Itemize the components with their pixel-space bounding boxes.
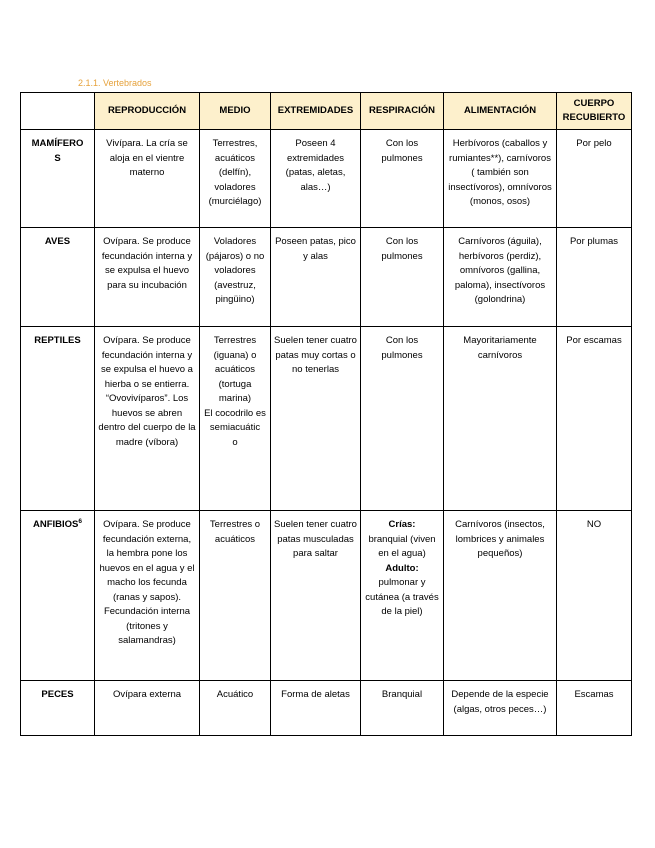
cell-medio: Terrestres, acuáticos (delfín), voladores (murciélago) (200, 130, 271, 228)
cell-respiracion (361, 511, 444, 681)
row-label: AVES (21, 228, 95, 327)
cell-extremidades: Suelen tener cuatro patas musculadas para saltar (271, 511, 361, 681)
cell-medio: Terrestres o acuáticos (200, 511, 271, 681)
row-label-text: ANFIBIOS (32, 519, 79, 530)
cell-cuerpo: Por plumas (557, 228, 632, 327)
cell-extremidades: Poseen patas, pico y alas (271, 228, 361, 327)
cell-alimentacion: Mayoritariamente carnívoros (444, 327, 557, 511)
cell-medio: Terrestres (iguana) o acuáticos (tortuga marina) El cocodrilo es semiacuátic o (200, 327, 271, 511)
section-heading: 2.1.1. Vertebrados (78, 78, 152, 88)
table-row-peces (21, 681, 632, 736)
cell-respiracion: Branquial (361, 681, 444, 736)
cell-reproduccion: Ovípara. Se produce fecundación externa, la hembra pone los huevos en el agua y el macho los fecunda (ranas y sapos). Fecundación interna (tritones y salamandras) (95, 511, 200, 681)
cell-cuerpo: Por pelo (557, 130, 632, 228)
cell-reproduccion: Vivípara. La cría se aloja en el vientre materno (95, 130, 200, 228)
cell-extremidades: Poseen 4 extremidades (patas, aletas, alas…) (271, 130, 361, 228)
respiracion-crias-text: branquial (viven en el agua) (368, 533, 436, 559)
header-row (21, 93, 632, 130)
respiracion-crias-label: Crías: (388, 519, 416, 530)
row-label: REPTILES (21, 327, 95, 511)
cell-reproduccion: Ovípara. Se produce fecundación interna y se expulsa el huevo a hierba o se entierra. “Ovovivíparos”. Los huevos se abren dentro del cuerpo de la madre (víbora) (95, 327, 200, 511)
header-medio: MEDIO (200, 93, 271, 130)
cell-cuerpo: Por escamas (557, 327, 632, 511)
cell-cuerpo: NO (557, 511, 632, 681)
header-alimentacion: ALIMENTACIÓN (444, 93, 557, 130)
row-label: PECES (21, 681, 95, 736)
respiracion-adulto-text: pulmonar y cutánea (a través de la piel) (365, 577, 439, 617)
row-label-anfibios (21, 511, 95, 681)
cell-respiracion: Con los pulmones (361, 228, 444, 327)
header-extremidades: EXTREMIDADES (271, 93, 361, 130)
cell-medio: Voladores (pájaros) o no voladores (avestruz, pingüino) (200, 228, 271, 327)
header-reproduccion: REPRODUCCIÓN (95, 93, 200, 130)
cell-extremidades: Suelen tener cuatro patas muy cortas o no tenerlas (271, 327, 361, 511)
footnote-marker: 6 (78, 517, 82, 525)
cell-respiracion: Con los pulmones (361, 327, 444, 511)
cell-alimentacion: Carnívoros (insectos, lombrices y animales pequeños) (444, 511, 557, 681)
cell-reproduccion: Ovípara. Se produce fecundación interna y se expulsa el huevo para su incubación (95, 228, 200, 327)
cell-respiracion: Con los pulmones (361, 130, 444, 228)
header-respiracion: RESPIRACIÓN (361, 93, 444, 130)
table-row-reptiles (21, 327, 632, 511)
cell-alimentacion: Depende de la especie (algas, otros peces…) (444, 681, 557, 736)
cell-alimentacion: Herbívoros (caballos y rumiantes**), carnívoros ( también son insectívoros), omnívoros (monos, osos) (444, 130, 557, 228)
header-cuerpo-recubierto: CUERPO RECUBIERTO (557, 93, 632, 130)
table-row-aves (21, 228, 632, 327)
table-row-mamiferos (21, 130, 632, 228)
corner-cell (21, 93, 95, 130)
row-label: MAMÍFERO S (21, 130, 95, 228)
table-row-anfibios (21, 511, 632, 681)
respiracion-adulto-label: Adulto: (385, 562, 419, 574)
cell-medio: Acuático (200, 681, 271, 736)
cell-extremidades: Forma de aletas (271, 681, 361, 736)
cell-alimentacion: Carnívoros (águila), herbívoros (perdiz), omnívoros (gallina, paloma), insectívoros (golondrina) (444, 228, 557, 327)
cell-cuerpo: Escamas (557, 681, 632, 736)
vertebrates-table (20, 92, 632, 736)
cell-reproduccion: Ovípara externa (95, 681, 200, 736)
